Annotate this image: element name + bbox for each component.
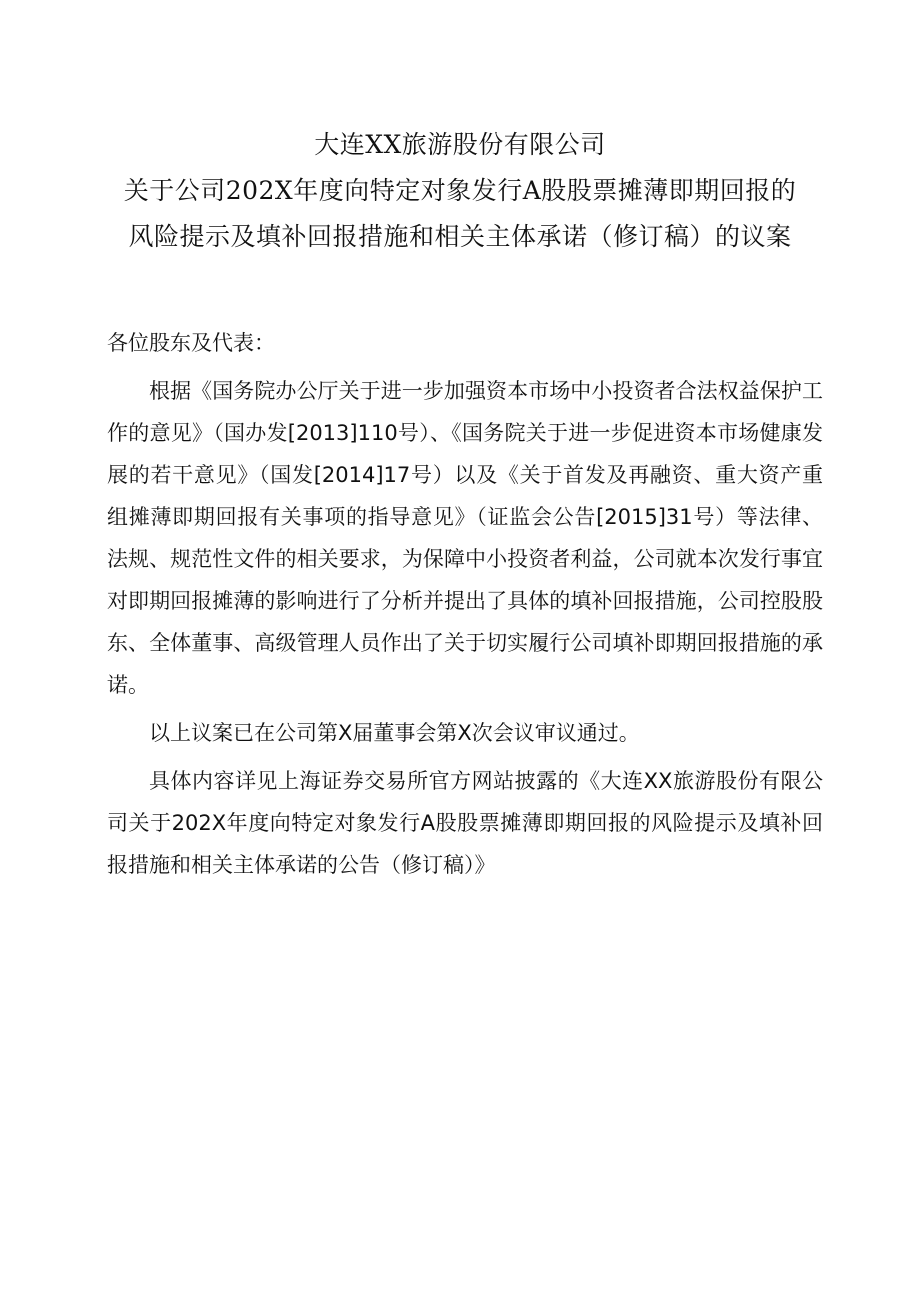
title-line-subject-continued: 风险提示及填补回报措施和相关主体承诺（修订稿）的议案 [128,222,792,251]
paragraph-basis: 根据《国务院办公厅关于进一步加强资本市场中小投资者合法权益保护工作的意见》（国办发[2013]110号）、《国务院关于进一步促进资本市场健康发展的若干意见》（国发[2014]17号）以及《关于首发及再融资、重大资产重组摊薄即期回报有关事项的指导意见》（证监会公告[2015]31号）等法律、法规、规范性文件的相关要求，为保障中小投资者利益，公司就本次发行事宜对即期回报摊薄的影响进行了分析并提出了具体的填补回报措施，公司控股股东、全体董事、高级管理人员作出了关于切实履行公司填补即期回报措施的承诺。 [107,379,823,697]
document-title [100,122,820,260]
title-line-company: 大连XX旅游股份有限公司 [314,130,606,159]
paragraph-reference: 具体内容详见上海证券交易所官方网站披露的《大连XX旅游股份有限公司关于202X年度向特定对象发行A股股票摊薄即期回报的风险提示及填补回报措施和相关主体承诺的公告（修订稿）》 [107,769,823,877]
salutation: 各位股东及代表： [107,331,275,355]
document-body [107,322,823,886]
title-line-subject: 关于公司202X年度向特定对象发行A股股票摊薄即期回报的 [123,176,797,205]
paragraph-approval: 以上议案已在公司第X届董事会第X次会议审议通过。 [149,721,640,745]
